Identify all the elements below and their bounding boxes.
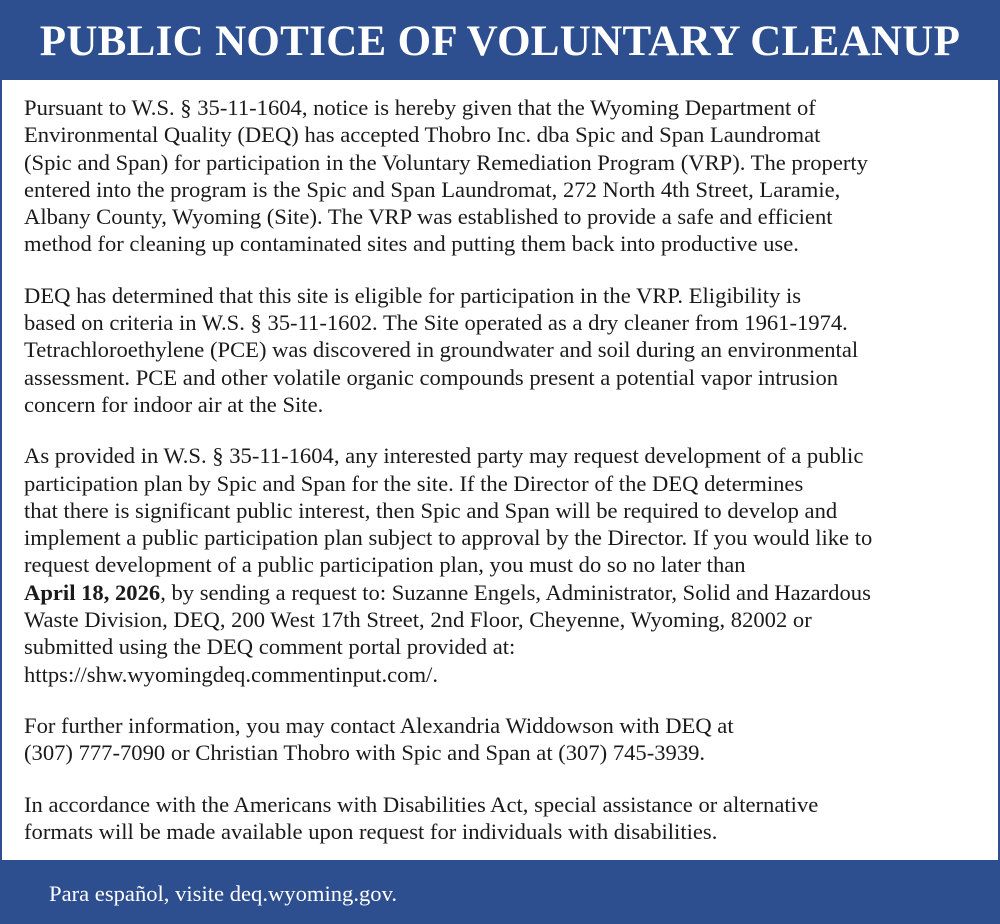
deadline-line-rest: , by sending a request to: Suzanne Engels, Administrator, Solid and Hazardous <box>160 579 871 605</box>
notice-title: PUBLIC NOTICE OF VOLUNTARY CLEANUP <box>39 17 961 65</box>
text-line: based on criteria in W.S. § 35-11-1602. The Site operated as a dry cleaner from 1961-1974. <box>24 310 848 336</box>
spanish-info-text: Para español, visite deq.wyoming.gov. <box>49 881 398 906</box>
text-line: (307) 777-7090 or Christian Thobro with Spic and Span at (307) 745-3939. <box>24 740 706 766</box>
text-line: Albany County, Wyoming (Site). The VRP was established to provide a safe and efficient <box>24 204 833 230</box>
text-line: (Spic and Span) for participation in the Voluntary Remediation Program (VRP). The property <box>24 149 868 175</box>
deadline-line <box>24 579 984 606</box>
deadline-date: April 18, 2026 <box>24 579 161 605</box>
paragraph-eligibility <box>24 282 984 418</box>
text-line: For further information, you may contact Alexandria Widdowson with DEQ at <box>24 712 734 738</box>
text-line: submitted using the DEQ comment portal provided at: <box>24 634 516 660</box>
paragraph-contact <box>24 712 984 767</box>
text-line: Pursuant to W.S. § 35-11-1604, notice is hereby given that the Wyoming Department of <box>24 95 816 120</box>
text-line: Tetrachloroethylene (PCE) was discovered in groundwater and soil during an environmental <box>24 337 859 363</box>
header-banner <box>2 2 998 80</box>
text-line: formats will be made available upon request for individuals with disabilities. <box>24 818 718 844</box>
text-line: Waste Division, DEQ, 200 West 17th Street, 2nd Floor, Cheyenne, Wyoming, 82002 or <box>24 607 812 633</box>
text-line: request development of a public participation plan, you must do so no later than <box>24 552 746 578</box>
text-line: entered into the program is the Spic and Span Laundromat, 272 North 4th Street, Laramie, <box>24 176 841 202</box>
text-line: assessment. PCE and other volatile organic compounds present a potential vapor intrusion <box>24 364 839 390</box>
text-line: that there is significant public interest, then Spic and Span will be required to develop and <box>24 497 838 523</box>
paragraph-public-participation <box>24 442 984 688</box>
text-line: As provided in W.S. § 35-11-1604, any interested party may request development of a public <box>24 443 864 469</box>
paragraph-acceptance <box>24 94 984 258</box>
text-line: In accordance with the Americans with Disabilities Act, special assistance or alternative <box>24 791 819 817</box>
text-line: DEQ has determined that this site is eligible for participation in the VRP. Eligibility is <box>24 282 802 308</box>
notice-body <box>24 94 984 869</box>
paragraph-ada <box>24 791 984 846</box>
comment-portal-url: https://shw.wyomingdeq.commentinput.com/. <box>24 661 438 687</box>
text-line: concern for indoor air at the Site. <box>24 391 324 417</box>
text-line: implement a public participation plan subject to approval by the Director. If you would like to <box>24 525 873 551</box>
text-line: method for cleaning up contaminated sites and putting them back into productive use. <box>24 231 799 257</box>
text-line: Environmental Quality (DEQ) has accepted Thobro Inc. dba Spic and Span Laundromat <box>24 122 821 148</box>
footer-banner <box>2 860 998 922</box>
text-line: participation plan by Spic and Span for the site. If the Director of the DEQ determines <box>24 470 804 496</box>
